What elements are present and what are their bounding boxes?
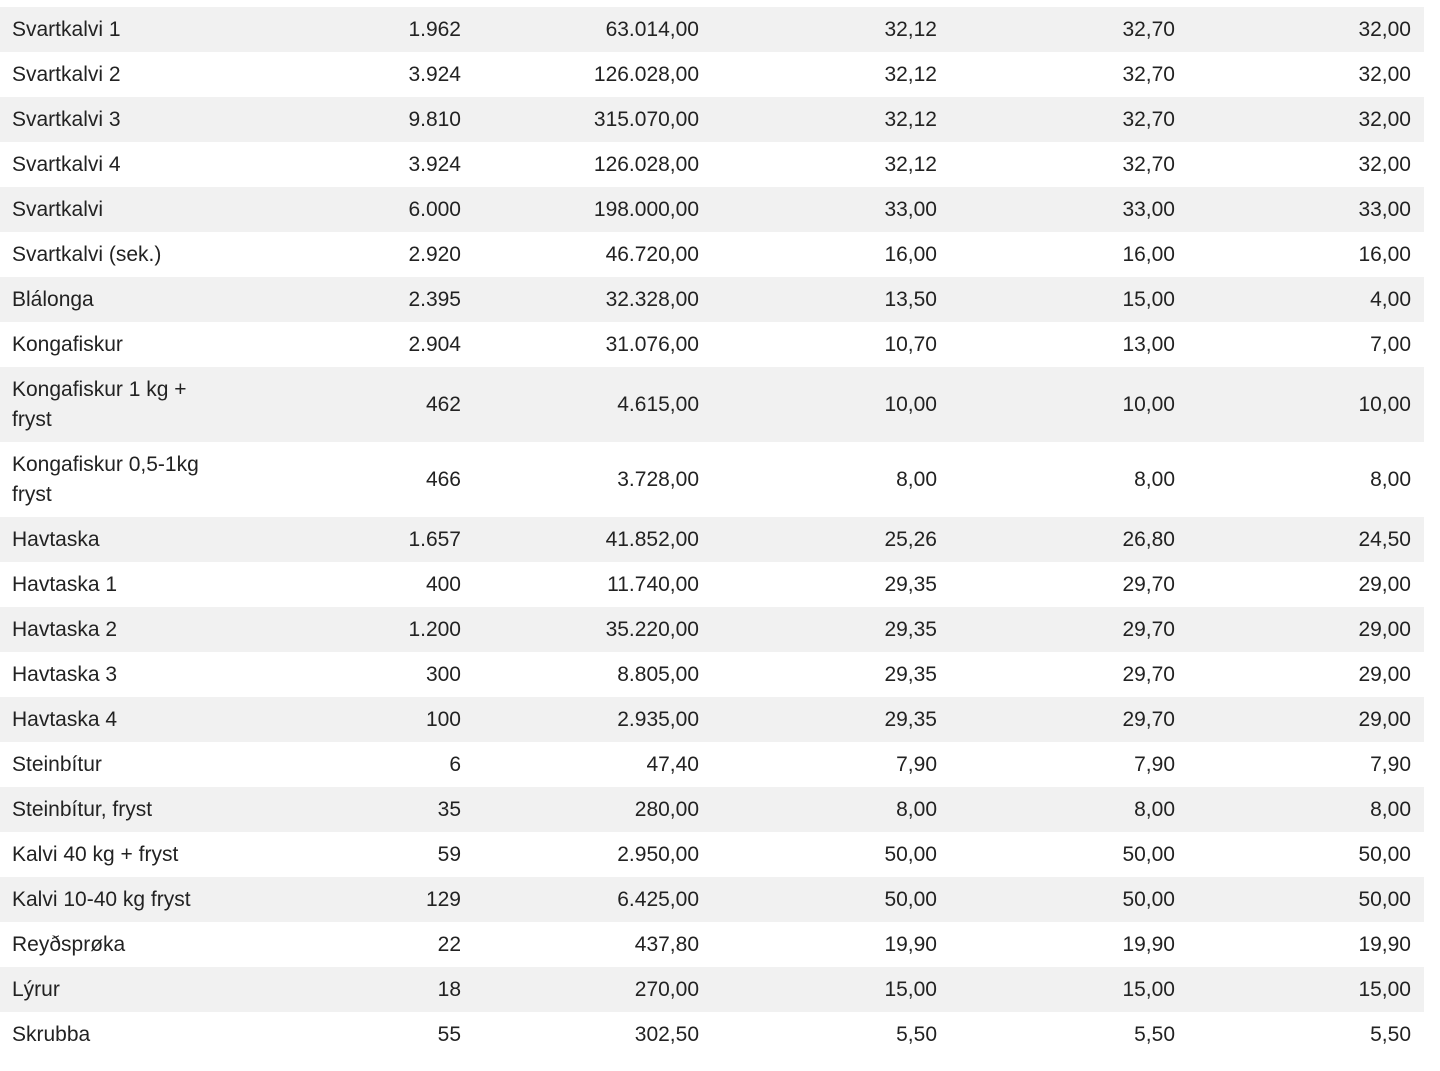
total-value-cell: 315.070,00 xyxy=(474,97,712,142)
table-row xyxy=(0,517,1424,562)
min-price-cell: 32,00 xyxy=(1188,52,1424,97)
total-value-cell: 31.076,00 xyxy=(474,322,712,367)
species-name-cell: Havtaska 3 xyxy=(0,652,236,697)
species-name-cell: Blálonga xyxy=(0,277,236,322)
average-price-cell: 25,26 xyxy=(712,517,950,562)
species-name-cell: Steinbítur xyxy=(0,742,236,787)
table-row xyxy=(0,832,1424,877)
species-name-cell: Kalvi 40 kg + fryst xyxy=(0,832,236,877)
quantity-cell: 462 xyxy=(236,367,474,442)
quantity-cell: 55 xyxy=(236,1012,474,1057)
total-value-cell: 280,00 xyxy=(474,787,712,832)
species-name-cell: Kongafiskur 1 kg + fryst xyxy=(0,367,236,442)
total-value-cell: 302,50 xyxy=(474,1012,712,1057)
max-price-cell: 10,00 xyxy=(950,367,1188,442)
quantity-cell: 300 xyxy=(236,652,474,697)
min-price-cell: 50,00 xyxy=(1188,877,1424,922)
species-name-cell: Skrubba xyxy=(0,1012,236,1057)
total-value-cell: 63.014,00 xyxy=(474,7,712,52)
average-price-cell: 32,12 xyxy=(712,7,950,52)
quantity-cell: 466 xyxy=(236,442,474,517)
max-price-cell: 19,90 xyxy=(950,922,1188,967)
quantity-cell: 2.395 xyxy=(236,277,474,322)
min-price-cell: 32,00 xyxy=(1188,97,1424,142)
species-name-cell: Kongafiskur 0,5-1kg fryst xyxy=(0,442,236,517)
species-name-cell: Svartkalvi xyxy=(0,187,236,232)
table-row xyxy=(0,697,1424,742)
max-price-cell: 32,70 xyxy=(950,97,1188,142)
average-price-cell: 8,00 xyxy=(712,442,950,517)
max-price-cell: 29,70 xyxy=(950,562,1188,607)
max-price-cell: 50,00 xyxy=(950,832,1188,877)
table-row xyxy=(0,562,1424,607)
max-price-cell: 33,00 xyxy=(950,187,1188,232)
table-row xyxy=(0,877,1424,922)
max-price-cell: 16,00 xyxy=(950,232,1188,277)
average-price-cell: 33,00 xyxy=(712,187,950,232)
quantity-cell: 3.924 xyxy=(236,52,474,97)
max-price-cell: 8,00 xyxy=(950,442,1188,517)
average-price-cell: 32,12 xyxy=(712,52,950,97)
quantity-cell: 35 xyxy=(236,787,474,832)
table-row xyxy=(0,277,1424,322)
average-price-cell: 5,50 xyxy=(712,1012,950,1057)
min-price-cell: 24,50 xyxy=(1188,517,1424,562)
species-name-cell: Havtaska 4 xyxy=(0,697,236,742)
quantity-cell: 6.000 xyxy=(236,187,474,232)
total-value-cell: 4.615,00 xyxy=(474,367,712,442)
total-value-cell: 437,80 xyxy=(474,922,712,967)
max-price-cell: 5,50 xyxy=(950,1012,1188,1057)
average-price-cell: 13,50 xyxy=(712,277,950,322)
max-price-cell: 29,70 xyxy=(950,607,1188,652)
table-row xyxy=(0,442,1424,517)
total-value-cell: 35.220,00 xyxy=(474,607,712,652)
table-row xyxy=(0,367,1424,442)
min-price-cell: 29,00 xyxy=(1188,607,1424,652)
table-row xyxy=(0,922,1424,967)
max-price-cell: 13,00 xyxy=(950,322,1188,367)
total-value-cell: 2.950,00 xyxy=(474,832,712,877)
table-row xyxy=(0,652,1424,697)
average-price-cell: 10,00 xyxy=(712,367,950,442)
average-price-cell: 32,12 xyxy=(712,97,950,142)
total-value-cell: 46.720,00 xyxy=(474,232,712,277)
average-price-cell: 32,12 xyxy=(712,142,950,187)
quantity-cell: 1.962 xyxy=(236,7,474,52)
max-price-cell: 32,70 xyxy=(950,7,1188,52)
min-price-cell: 5,50 xyxy=(1188,1012,1424,1057)
quantity-cell: 22 xyxy=(236,922,474,967)
average-price-cell: 29,35 xyxy=(712,607,950,652)
min-price-cell: 7,00 xyxy=(1188,322,1424,367)
min-price-cell: 15,00 xyxy=(1188,967,1424,1012)
average-price-cell: 15,00 xyxy=(712,967,950,1012)
price-table-container xyxy=(0,7,1424,1057)
max-price-cell: 32,70 xyxy=(950,52,1188,97)
average-price-cell: 10,70 xyxy=(712,322,950,367)
average-price-cell: 19,90 xyxy=(712,922,950,967)
quantity-cell: 2.904 xyxy=(236,322,474,367)
total-value-cell: 198.000,00 xyxy=(474,187,712,232)
table-row xyxy=(0,97,1424,142)
table-row xyxy=(0,52,1424,97)
min-price-cell: 29,00 xyxy=(1188,652,1424,697)
species-name-cell: Svartkalvi 1 xyxy=(0,7,236,52)
table-row xyxy=(0,7,1424,52)
max-price-cell: 26,80 xyxy=(950,517,1188,562)
quantity-cell: 129 xyxy=(236,877,474,922)
min-price-cell: 10,00 xyxy=(1188,367,1424,442)
max-price-cell: 50,00 xyxy=(950,877,1188,922)
quantity-cell: 9.810 xyxy=(236,97,474,142)
table-row xyxy=(0,322,1424,367)
average-price-cell: 29,35 xyxy=(712,562,950,607)
max-price-cell: 7,90 xyxy=(950,742,1188,787)
species-name-cell: Svartkalvi 2 xyxy=(0,52,236,97)
min-price-cell: 7,90 xyxy=(1188,742,1424,787)
species-name-cell: Kalvi 10-40 kg fryst xyxy=(0,877,236,922)
table-row xyxy=(0,967,1424,1012)
table-row xyxy=(0,187,1424,232)
average-price-cell: 16,00 xyxy=(712,232,950,277)
total-value-cell: 47,40 xyxy=(474,742,712,787)
average-price-cell: 50,00 xyxy=(712,877,950,922)
min-price-cell: 19,90 xyxy=(1188,922,1424,967)
quantity-cell: 59 xyxy=(236,832,474,877)
average-price-cell: 8,00 xyxy=(712,787,950,832)
min-price-cell: 29,00 xyxy=(1188,562,1424,607)
total-value-cell: 2.935,00 xyxy=(474,697,712,742)
table-row xyxy=(0,1012,1424,1057)
min-price-cell: 29,00 xyxy=(1188,697,1424,742)
max-price-cell: 32,70 xyxy=(950,142,1188,187)
average-price-cell: 50,00 xyxy=(712,832,950,877)
total-value-cell: 126.028,00 xyxy=(474,142,712,187)
min-price-cell: 33,00 xyxy=(1188,187,1424,232)
species-name-cell: Reyðsprøka xyxy=(0,922,236,967)
table-row xyxy=(0,787,1424,832)
species-name-cell: Lýrur xyxy=(0,967,236,1012)
max-price-cell: 15,00 xyxy=(950,967,1188,1012)
total-value-cell: 41.852,00 xyxy=(474,517,712,562)
price-table xyxy=(0,7,1424,1057)
species-name-cell: Havtaska xyxy=(0,517,236,562)
species-name-cell: Svartkalvi (sek.) xyxy=(0,232,236,277)
table-row xyxy=(0,742,1424,787)
species-name-cell: Havtaska 2 xyxy=(0,607,236,652)
price-table-body xyxy=(0,7,1424,1057)
species-name-cell: Havtaska 1 xyxy=(0,562,236,607)
quantity-cell: 2.920 xyxy=(236,232,474,277)
table-row xyxy=(0,607,1424,652)
quantity-cell: 400 xyxy=(236,562,474,607)
max-price-cell: 29,70 xyxy=(950,652,1188,697)
species-name-cell: Kongafiskur xyxy=(0,322,236,367)
min-price-cell: 16,00 xyxy=(1188,232,1424,277)
table-row xyxy=(0,142,1424,187)
species-name-cell: Steinbítur, fryst xyxy=(0,787,236,832)
quantity-cell: 1.200 xyxy=(236,607,474,652)
quantity-cell: 1.657 xyxy=(236,517,474,562)
total-value-cell: 11.740,00 xyxy=(474,562,712,607)
min-price-cell: 4,00 xyxy=(1188,277,1424,322)
table-row xyxy=(0,232,1424,277)
total-value-cell: 32.328,00 xyxy=(474,277,712,322)
quantity-cell: 18 xyxy=(236,967,474,1012)
average-price-cell: 29,35 xyxy=(712,697,950,742)
average-price-cell: 29,35 xyxy=(712,652,950,697)
min-price-cell: 32,00 xyxy=(1188,7,1424,52)
max-price-cell: 8,00 xyxy=(950,787,1188,832)
quantity-cell: 3.924 xyxy=(236,142,474,187)
average-price-cell: 7,90 xyxy=(712,742,950,787)
quantity-cell: 100 xyxy=(236,697,474,742)
total-value-cell: 3.728,00 xyxy=(474,442,712,517)
species-name-cell: Svartkalvi 3 xyxy=(0,97,236,142)
total-value-cell: 270,00 xyxy=(474,967,712,1012)
max-price-cell: 15,00 xyxy=(950,277,1188,322)
total-value-cell: 6.425,00 xyxy=(474,877,712,922)
species-name-cell: Svartkalvi 4 xyxy=(0,142,236,187)
min-price-cell: 50,00 xyxy=(1188,832,1424,877)
min-price-cell: 8,00 xyxy=(1188,442,1424,517)
quantity-cell: 6 xyxy=(236,742,474,787)
total-value-cell: 126.028,00 xyxy=(474,52,712,97)
min-price-cell: 8,00 xyxy=(1188,787,1424,832)
max-price-cell: 29,70 xyxy=(950,697,1188,742)
min-price-cell: 32,00 xyxy=(1188,142,1424,187)
total-value-cell: 8.805,00 xyxy=(474,652,712,697)
